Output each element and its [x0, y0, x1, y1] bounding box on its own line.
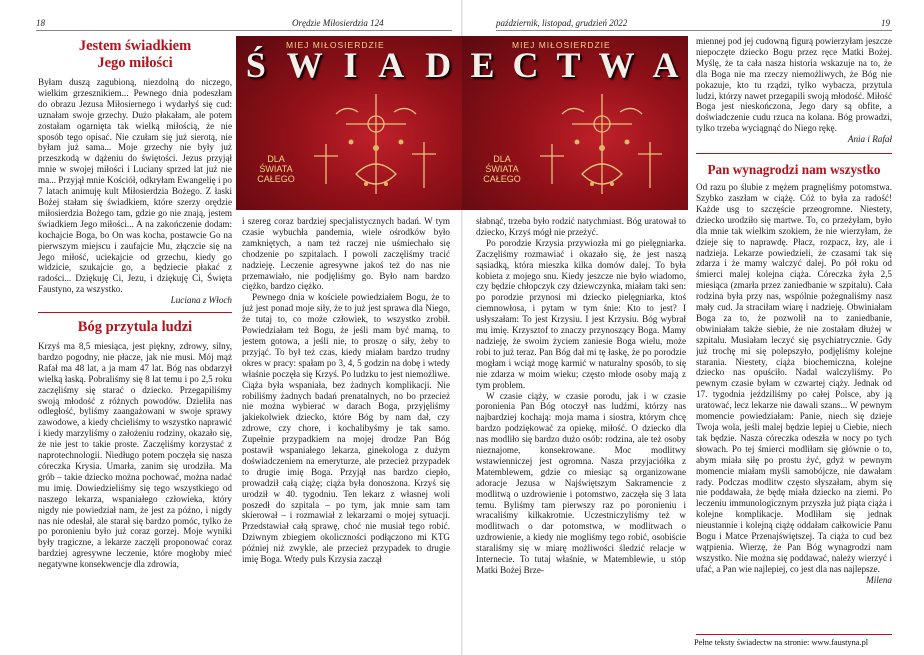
banner-letter: W	[286, 45, 324, 85]
column-3	[476, 216, 686, 640]
swiadectwa-banner	[236, 36, 688, 210]
banner-letter: T	[556, 45, 582, 85]
column-2	[242, 216, 450, 640]
article1-signature: Luciana z Włoch	[170, 295, 232, 306]
footer-rule	[696, 634, 892, 635]
footer-website-note: Pełne teksty świadectw na stronie: www.faustyna.pl	[694, 638, 869, 647]
banner-right-panel	[462, 36, 688, 210]
banner-bottom-line: CAŁEGO	[483, 174, 521, 184]
article1-title	[38, 38, 232, 72]
ornament-crosses-icon	[532, 84, 672, 204]
article3-title: Pan wynagrodzi nam wszystko	[707, 162, 881, 178]
article2-body-part4: słabnąć, trzeba było rodzić natychmiast. Bóg uratował to dziecko, Krzyś mógł nie przeżyć.	[476, 216, 686, 237]
left-header-rule	[36, 30, 452, 31]
banner-letter: A	[378, 45, 406, 85]
article-separator	[38, 312, 232, 313]
article2-body-part1: Krzyś ma 8,5 miesiąca, jest piękny, zdrowy, silny, bardzo pogodny, nie płacze, jak nie musi. Mój mąż Rafał ma 48 lat, a ja mam 47 lat. Bóg nas obdarzył wielką łaską. Pobraliśmy się 8 lat temu i po 2,5 roku zaczęliśmy się starać o dziecko. Przegapiliśmy swoją młodość z różnych powodów. Dzieliła nas odległość, byliśmy zaangażowani w swoje sprawy zawodowe, a kiedy chcieliśmy to wszystko naprawić i kiedy marzyliśmy o założeniu rodziny, okazało się, że nie jest to takie proste. Zaczęliśmy korzystać z naprotechnologii. Niedługo potem poczęła się nasza córeczka Krysia. Umarła, zanim się urodziła. Ma grób – takie dziecko można pochować, można nadać mu imię. Dowiedzieliśmy się tego wszystkiego od naszego lekarza, wspaniałego człowieka, który nigdy nie powiedział nam, że jest za późno, i nigdy nas nie odesłał, ale starał się bardzo pomóc, tylko że po poronieniu było już coraz gorzej. Moje wyniki były tragiczne, a lekarze zaczęli proponować coraz bardziej agresywne leczenie, które mogłoby mieć negatywne konsekwencje dla zdrowia,	[38, 341, 232, 570]
left-page-number: 18	[36, 18, 45, 28]
right-page-number: 19	[881, 18, 890, 28]
banner-bottom-line: ŚWIATA	[259, 164, 293, 174]
article3-body: Od razu po ślubie z mężem pragnęliśmy potomstwa. Szybko zaszłam w ciążę. Cóż to była za radość! Każde usg to szczęście przeogromne. Niestety, dziecko urodziło się martwe. To, co przeżyłam, było dla mnie tak wielkim szokiem, że nie wierzyłam, że dzieje się to naprawdę. Płacz, rozpacz, łzy, ale i nadzieja. Lekarze powiedzieli, że czasami tak się zdarza i że mamy walczyć dalej. Po pół roku od śmierci malej kolejna ciąża. Córeczka żyła 2,5 miesiąca (zmarła przez zaniedbanie w szpitalu). Cała rodzina była przy nas, wspólnie pożegnaliśmy nasz mały cud. Ja straciłam wiarę i nadzieję. Obwiniałam Boga za to, że pozwolił na to zaniedbanie, obwiniałam także siebie, że nie zostałam dłużej w szpitalu. Musiałam leczyć się psychiatrycznie. Gdy już trochę mi się polepszyło, podjęliśmy kolejne starania. Niestety, ciąża biochemiczna, kolejne dziecko nas opuściło. Nadal walczyliśmy. Po pewnym czasie byłam w czwartej ciąży. Jednak od 17. tygodnia jeździliśmy po całej Polsce, aby ją uratować, lecz lekarze nie dawali szans... W pewnym momencie powiedziałam: Panie, niech się dzieje Twoja wola, jeśli malej będzie lepiej u Ciebie, niech tak będzie. Nasza córeczka odeszła w nocy po tych słowach. Po tej śmierci modliłam się głównie o to, abym miała siłę po prostu żyć, gdyż w pewnym momencie miałam myśli samobójcze, nie dawałam rady. Podczas modlitw często słyszałam, abym się nie poddawała, że będę miała dziecko na ziemi. Po leczeniu immunologicznym przyszła już piąta ciąża i kolejne komplikacje. Modliłam się jednak nieustannie i kolejną ciążę oddałam całkowicie Panu Bogu i Matce Przenajświętszej. Ta ciąża to cud bez wątpienia. Wierzę, że Pan Bóg wynagrodzi nam wszystko. Nie można się poddawać, należy wierzyć i ufać, a Pan wie najlepiej, co jest dla nas najlepsze.	[696, 182, 892, 574]
article1-title-line: Jego miłości	[97, 55, 173, 71]
banner-top-text: MIEJ MIŁOSIERDZIE	[512, 40, 611, 50]
banner-letter: D	[425, 45, 453, 85]
banner-left-panel	[236, 36, 462, 210]
right-header-rule	[496, 30, 892, 31]
banner-letter: A	[652, 45, 680, 85]
article2-body-part5: Po porodzie Krzysia przywiozła mi go pielęgniarka. Zaczęliśmy rozmawiać i okazało się, że jest naszą sąsiadką, która mieszka kilka domów dalej. To była kobieta z mojego snu. Kiedy jeszcze nie było wiadomo, czy będzie chłopczyk czy dziewczynka, miałam taki sen: po porodzie przynosi mi dziecko pielęgniarka, ktoś ciemnowłosa, i pytam w tym śnie: Kto to jest? I usłyszałam: To jest Krzysiu. I jest Krzysiu. Bóg wybrał mu imię. Krzysztof to znaczy przynoszący Boga. Mamy nadzieję, że swoim życiem zaniesie Boga wielu, może robi to już teraz. Pan Bóg dał mi tę łaskę, że po porodzie mogłam i wciąż mogę karmić w naturalny sposób, to się nie zdarza w moim wieku; często młode osoby mają z tym problem.	[476, 237, 686, 390]
article1-body: Byłam duszą zagubioną, niezdolną do niczego, wielkim grzesznikiem... Pewnego dnia podeszłam do obrazu Jezusa Miłosiernego i wydarłyś się cud: uznałam swoje grzechy. Dużo płakałam, ale potem zostałam ogarnięta tak wielką miłością, że nie sposób tego opisać. Nie czułam się już sierotą, nie byłam już sama... Moje grzechy nie były już przeszkodą w dążeniu do świętości. Jezus przyjął mnie w swojej miłości i Luciany sprzed lat już nie ma... Przyjął mnie Kościół, odkryłam Ewangelię i po 7 latach animuję kult Miłosierdzia Bożego. Z łaski Bożej stałam się świadkiem, które szerzy orędzie miłosierdzia Bożego tam, gdzie go nie znają, jestem świadkiem Jego miłości... A na zakończenie dodam: kochajcie Boga, bo On was kocha, postawcie Go na pierwszym miejscu i zaufajcie Mu, złączcie się na Jego miłość, uciekajcie od grzechu, kiedy go widzicie, szukajcie go, a będziecie płakać z radości... Dziękuję Ci, Jezu, i dziękuję Ci, Święta Faustyno, za wszystko.	[38, 77, 232, 295]
right-running-date: październik, listopad, grudzień 2022	[496, 18, 628, 28]
banner-bottom-text	[474, 154, 530, 184]
banner-title-right	[462, 44, 688, 86]
banner-bottom-line: ŚWIATA	[485, 164, 519, 174]
article2-body-part7: miennej pod jej cudowną figurą powierzyłam jeszcze niepoczęte dziecko Bogu przez ręce Matki Bożej. Myślę, że ta cała nasza historia wskazuje na to, że dla Boga nie ma rzeczy niemożliwych, że Bóg nie pokazuje, kto tu rządzi, tylko wybacza, przytula ludzi, którzy nawet przegapili swoją młodość. Miłość Boga jest nieskończona, Jego dary są obfite, a doświadczenie cudu rzuca na kolana. Bóg prowadzi, tylko trzeba wyciągnąć do Niego rękę.	[696, 36, 892, 134]
article3-signature: Milena	[866, 574, 892, 585]
article2-body-part3: Pewnego dnia w kościele powiedziałem Bogu, że to już jest ponad moje siły, że to już jest sprawa dla Niego, że tutaj to, co może człowiek, to wszystko zrobił. Powiedziałam też Bogu, że jeśli mam być mamą, to jestem gotowa, a jeśli nie, to proszę o siły, żeby to przyjąć. To był też czas, kiedy miałam bardzo trudny okres w pracy: spałam po 3, 4, 5 godzin na dobę i wtedy właśnie poczęła się Krzyś. Po ludzku to jest niemożliwe. Ciąża była wspaniała, bez żadnych komplikacji. Nie robiliśmy żadnych badań prenatalnych, no bo przecież nie można wybierać w darach Boga, przyjęliśmy jakiekolwiek dziecko, które Bóg by nam dał, czy zdrowe, czy chore, i kochalibyśmy je tak samo. Zupełnie przypadkiem na mojej drodze Pan Bóg postawił wspaniałego lekarza, ginekologa z dużym doświadczeniem na emeryturze, ale przecież przypadek to drugie imię Boga. Przyjął nas bardzo ciepło, prowadził całą ciążę; ciąża była donoszona. Krzyś się urodził w 40. tygodniu. Ten lekarz z własnej woli poszedł do szpitala – po tym, jak mnie sam tam skierował – i rozmawiał z lekarzami o mojej sytuacji. Przedstawiał całą sprawę, choć nie musiał tego robić. Dziwnym zbiegiem okoliczności podłączono mi KTG później niż zwykle, ale przecież przypadek to drugie imię Boga. Wtedy puls Krzysia zaczął	[242, 292, 450, 565]
banner-letter: Ś	[245, 45, 267, 85]
article1-title-line: Jestem świadkiem	[78, 38, 192, 54]
ornament-crosses-icon	[306, 84, 446, 204]
article2-signature: Ania i Rafał	[847, 134, 892, 145]
article2-title: Bóg przytula ludzi	[77, 319, 193, 336]
banner-bottom-line: DLA	[493, 154, 511, 164]
banner-bottom-line: CAŁEGO	[257, 174, 295, 184]
left-running-title: Orędzie Miłosierdzia 124	[292, 18, 384, 28]
article2-body-part6: W czasie ciąży, w czasie porodu, jak i w czasie poronienia Pan Bóg otoczył nas ludźmi, którzy nas najbardziej kochają: moja mama i siostra, którym chcę bardzo podziękować za opiekę, miłość. O dziecko dla nas modliło się bardzo dużo osób: rodzina, ale też osoby nieznajome, konsekrowane. Moc modlitwy wstawienniczej jest ogromna. Nasza przyjaciółka z Matemblewem, gdzie co miesiąc są organizowane adoracje Jezusa w Najświętszym Sakramencie z modlitwą o uzdrowienie i potomstwo, zaczęła się 3 lata temu. Byliśmy tam pierwszy raz po poronieniu i wracaliśmy kilkakrotnie. Uczestniczyliśmy też w modlitwach o dar potomstwa, w modlitwach o uzdrowienie, a kiedy nie mogliśmy tego robić, osobiście staraliśmy się w miarę możliwości śledzić relacje w Internecie. To tutaj właśnie, w Matemblewie, u stóp Matki Bożej Brze-	[476, 390, 686, 575]
banner-letter: I	[343, 45, 359, 85]
banner-bottom-line: DLA	[267, 154, 285, 164]
banner-top-text: MIEJ MIŁOSIERDZIE	[286, 40, 385, 50]
banner-letter: C	[512, 45, 540, 85]
banner-letter: W	[598, 45, 636, 85]
column-1	[38, 38, 232, 638]
article-separator	[696, 153, 892, 154]
banner-letter: E	[470, 45, 496, 85]
banner-bottom-text	[248, 154, 304, 184]
banner-title-left	[236, 44, 462, 86]
article2-body-part2: i szereg coraz bardziej specjalistycznych badań. W tym czasie wybuchła pandemia, wiele ośrodków było zamkniętych, a nam też raczej nie uśmiechało się chodzenie po szpitalach. I powoli zaczęliśmy tracić nadzieję. Leczenie agresywne jakoś też do nas nie przemawiało, nie podjęliśmy go. Było nam bardzo ciężko, bardzo ciężko.	[242, 216, 450, 292]
column-4	[696, 36, 892, 634]
